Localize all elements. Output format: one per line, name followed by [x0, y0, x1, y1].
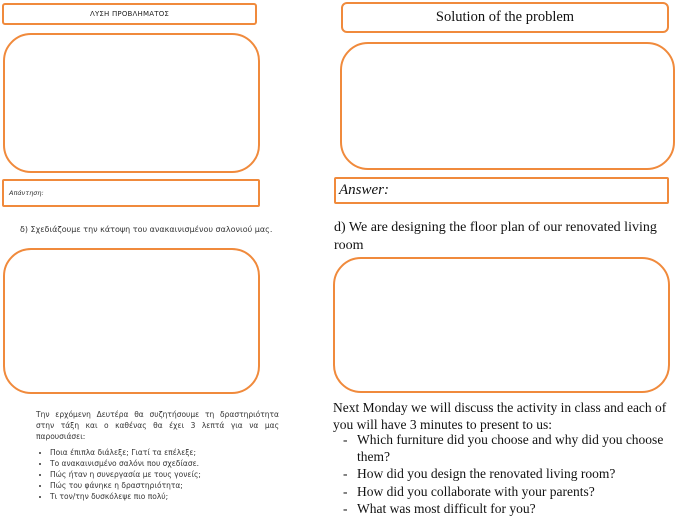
english-intro: Next Monday we will discuss the activity in class and each of you will have 3 minutes to present to us: — [333, 400, 667, 433]
greek-task-d: δ) Σχεδιάζουμε την κάτοψη του ανακαινισμένου σαλονιού μας. — [20, 225, 273, 234]
greek-title: ΛΥΣΗ ΠΡΟΒΛΗΜΑΤΟΣ — [89, 10, 170, 18]
greek-floorplan-area[interactable] — [3, 248, 260, 394]
english-solution-area[interactable] — [340, 42, 675, 170]
english-question-list — [333, 431, 678, 517]
english-question-item: - How did you collaborate with your parents? — [343, 483, 595, 499]
greek-title-box — [2, 3, 257, 25]
greek-question-item: • Τι τον/την δυσκόλεψε πιο πολύ; — [50, 491, 281, 502]
greek-question-list — [36, 447, 281, 502]
greek-question-item: • Ποια έπιπλα διάλεξε; Γιατί τα επέλεξε; — [50, 447, 281, 458]
greek-question-item: • Πώς ήταν η συνεργασία με τους γονείς; — [50, 469, 281, 480]
english-question-item: - Which furniture did you choose and why did you choose them? — [343, 432, 664, 465]
greek-answer-box[interactable] — [2, 179, 260, 207]
greek-solution-area[interactable] — [3, 33, 260, 173]
greek-question-item: • Το ανακαινισμένο σαλόνι που σχεδίασε. — [50, 458, 281, 469]
english-answer-box[interactable] — [334, 177, 669, 204]
english-question-item: - How did you design the renovated living room? — [343, 466, 616, 482]
english-title-box — [341, 2, 669, 33]
english-answer-label: Answer: — [339, 182, 389, 198]
greek-question-item: • Πώς του φάνηκε η δραστηριότητα; — [50, 480, 281, 491]
english-task-d: d) We are designing the floor plan of our renovated living room — [334, 220, 657, 253]
greek-answer-label: Απάντηση: — [9, 189, 44, 197]
english-title: Solution of the problem — [435, 9, 575, 25]
greek-intro: Την ερχόμενη Δευτέρα θα συζητήσουμε τη δραστηριότητα στην τάξη και ο καθένας θα έχει 3 λεπτά για να μας παρουσιάσει: — [36, 410, 279, 442]
english-question-item: - What was most difficult for you? — [343, 500, 536, 516]
english-floorplan-area[interactable] — [333, 257, 670, 393]
